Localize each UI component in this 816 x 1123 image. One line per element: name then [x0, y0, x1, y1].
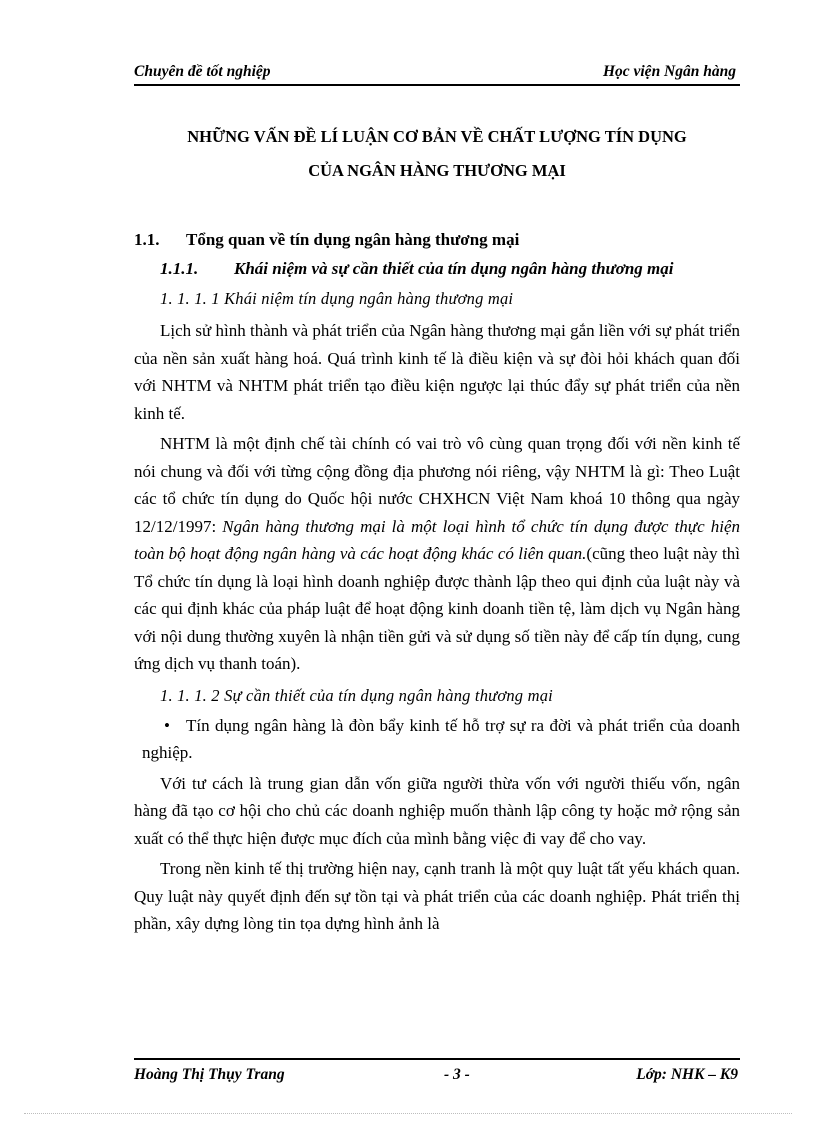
page-edge-divider: [24, 1113, 792, 1114]
subsection-title: Khái niệm và sự cần thiết của tín dụng ngân hàng thương mại: [234, 259, 674, 278]
subsection-number: 1.1.1.: [160, 259, 199, 278]
chapter-title-line-2: CỦA NGÂN HÀNG THƯƠNG MẠI: [308, 161, 566, 180]
paragraph-intermediary: Với tư cách là trung gian dẫn vốn giữa người thừa vốn với người thiếu vốn, ngân hàng đã tạo cơ hội cho chủ các doanh nghiệp muốn thành lập công ty hoặc mở rộng sản xuất có thể thực hiện được mục đích của mình bằng việc đi vay để cho vay.: [134, 773, 740, 848]
paragraph-definition: [134, 430, 740, 678]
page-header: [134, 60, 740, 86]
subsection-heading: [134, 254, 740, 284]
paragraph-history: Lịch sử hình thành và phát triển của Ngân hàng thương mại gắn liền với sự phát triển của nền sản xuất hàng hoá. Quá trình kinh tế là điều kiện và sự đòi hỏi khách quan đối với NHTM và NHTM phát triển tạo điều kiện ngược lại thúc đẩy sự phát triển của nền kinh tế.: [134, 321, 740, 423]
header-left-text: Chuyên đề tốt nghiệp: [134, 63, 271, 80]
section-title: Tổng quan về tín dụng ngân hàng thương mại: [186, 230, 520, 249]
document-body: [134, 226, 740, 941]
definition-intro: NHTM là một định chế tài chính có vai trò vô cùng quan trọng đối với nền kinh tế nói chung và đối với từng cộng đồng địa phương nói riêng, vậy NHTM là gì: Theo Luật các tổ chức tín dụng do Quốc hội nước CHXHCN Việt Nam khoá 10 thông qua ngày 12/12/1997:: [134, 434, 740, 536]
bullet-symbol: •: [164, 715, 170, 735]
section-number: 1.1.: [134, 230, 160, 249]
bullet-item: [134, 712, 740, 767]
definition-quote: Ngân hàng thương mại là một loại hình tổ chức tín dụng được thực hiện toàn bộ hoạt động ngân hàng và các hoạt động khác có liên quan.: [134, 516, 741, 563]
subsubsection-heading-1: 1. 1. 1. 1 Khái niệm tín dụng ngân hàng thương mại: [160, 289, 514, 308]
subsubsection-heading-2: 1. 1. 1. 2 Sự cần thiết của tín dụng ngân hàng thương mại: [160, 685, 553, 705]
chapter-title: [134, 120, 740, 188]
page-footer: [134, 1058, 740, 1086]
section-heading: [134, 226, 740, 254]
definition-continuation: (cũng theo luật này thì Tổ chức tín dụng là loại hình doanh nghiệp được thành lập theo qui định của luật này và các qui định khác của pháp luật để hoạt động kinh doanh tiền tệ, làm dịch vụ Ngân hàng với nội dung thường xuyên là nhận tiền gửi và sử dụng số tiền này để cấp tín dụng, cung ứng dịch vụ thanh toán).: [134, 544, 740, 673]
footer-author: Hoàng Thị Thụy Trang: [134, 1066, 285, 1083]
paragraph-competition: Trong nền kinh tế thị trường hiện nay, cạnh tranh là một quy luật tất yếu khách quan. Quy luật này quyết định đến sự tồn tại và phát triển của các doanh nghiệp. Phát triển thị phần, xây dựng lòng tin tọa dựng hình ảnh là: [134, 859, 740, 933]
chapter-title-line-1: NHỮNG VẤN ĐỀ LÍ LUẬN CƠ BẢN VỀ CHẤT LƯỢNG TÍN DỤNG: [187, 127, 687, 146]
page-number: - 3 -: [444, 1066, 470, 1083]
bullet-text: Tín dụng ngân hàng là đòn bẩy kinh tế hỗ trợ sự ra đời và phát triển của doanh nghiệp.: [142, 715, 740, 762]
footer-class: Lớp: NHK – K9: [636, 1066, 738, 1083]
header-right-text: Học viện Ngân hàng: [602, 63, 736, 80]
